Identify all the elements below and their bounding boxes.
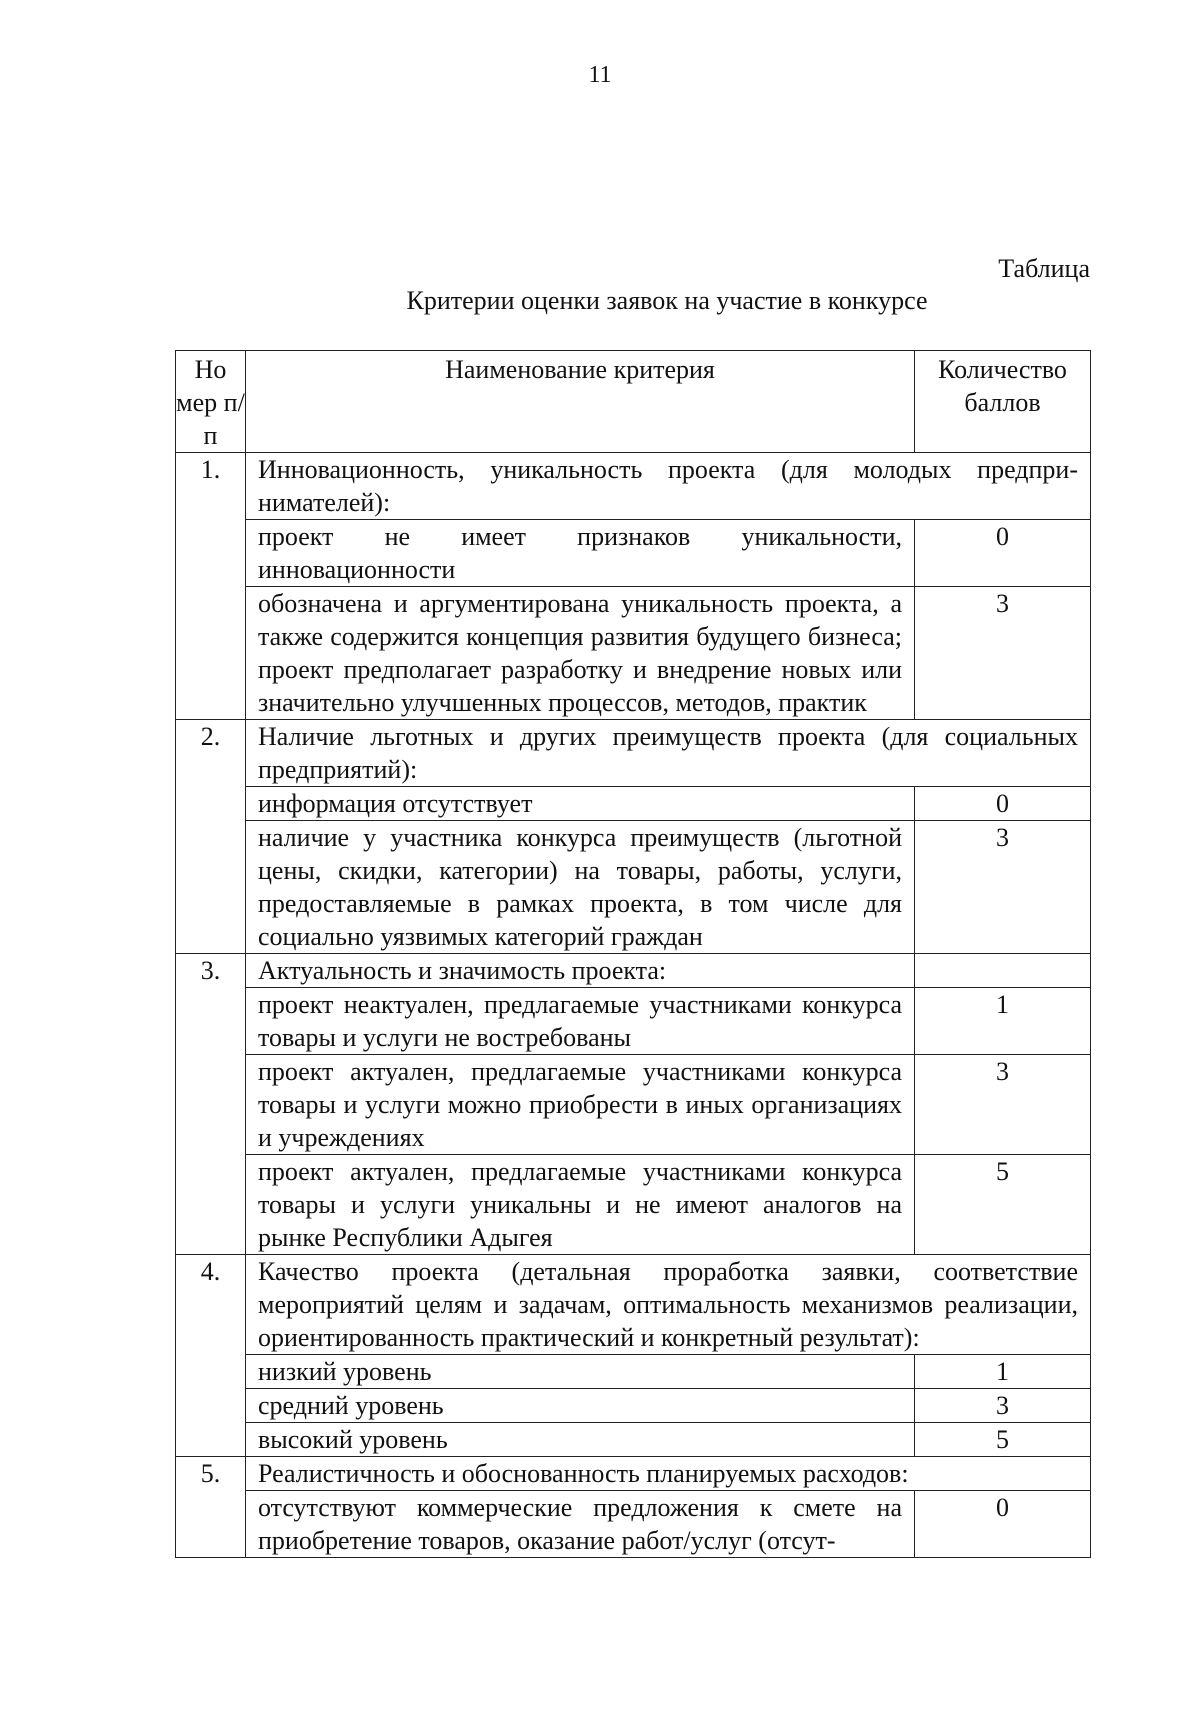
points-value: 0 xyxy=(915,787,1091,821)
column-header-number: Но мер п/п xyxy=(176,351,246,453)
row-number: 1. xyxy=(176,453,246,520)
criterion-option-row xyxy=(176,1491,1091,1558)
table-label: Таблица xyxy=(998,254,1090,283)
points-value: 3 xyxy=(915,1389,1091,1423)
table-title: Критерии оценки заявок на участие в конкурсе xyxy=(406,286,928,315)
criterion-option: наличие у участника конкурса преимуществ (льготной цены, скидки, категории) на товары, работы, услуги, предоставляемые в рамках проекта, в том числе для социально уязвимых категорий граждан xyxy=(246,821,915,954)
criterion-option: средний уровень xyxy=(246,1389,915,1423)
criterion-row xyxy=(176,1457,1091,1491)
criterion-option-row xyxy=(176,1055,1091,1155)
criteria-table xyxy=(175,350,1091,1558)
column-header-points: Количество баллов xyxy=(915,351,1091,453)
row-number: 5. xyxy=(176,1457,246,1491)
criterion-row xyxy=(176,720,1091,787)
criterion-option: проект актуален, предлагаемые участниками конкурса товары и услуги можно приобрести в иных организациях и учреждениях xyxy=(246,1055,915,1155)
criterion-row xyxy=(176,954,1091,988)
criterion-name: Реалистичность и обоснованность планируемых расходов: xyxy=(246,1457,1091,1491)
row-number: 4. xyxy=(176,1255,246,1355)
criterion-option: низкий уровень xyxy=(246,1355,915,1389)
row-number xyxy=(176,1423,246,1457)
row-number xyxy=(176,587,246,720)
row-number xyxy=(176,1389,246,1423)
criterion-option-row xyxy=(176,821,1091,954)
points-value: 0 xyxy=(915,1491,1091,1558)
row-number xyxy=(176,821,246,954)
row-number xyxy=(176,1055,246,1155)
points-value: 0 xyxy=(915,520,1091,587)
criterion-option-row xyxy=(176,1389,1091,1423)
criterion-option-row xyxy=(176,988,1091,1055)
points-value: 3 xyxy=(915,587,1091,720)
points-value: 1 xyxy=(915,1355,1091,1389)
points-value: 1 xyxy=(915,988,1091,1055)
criterion-option: высокий уровень xyxy=(246,1423,915,1457)
row-number xyxy=(176,1491,246,1558)
points-value xyxy=(915,954,1091,988)
criterion-option: проект неактуален, предлагаемые участниками конкурса товары и услуги не востребованы xyxy=(246,988,915,1055)
criterion-option-row xyxy=(176,787,1091,821)
criterion-option: проект актуален, предлагаемые участниками конкурса товары и услуги уникальны и не имеют аналогов на рынке Республики Адыгея xyxy=(246,1155,915,1255)
criterion-option-row xyxy=(176,1355,1091,1389)
row-number: 2. xyxy=(176,720,246,787)
points-value: 5 xyxy=(915,1423,1091,1457)
criterion-name: Инновационность, уникальность проекта (для молодых предпри-нимателей): xyxy=(246,453,1091,520)
row-number xyxy=(176,988,246,1055)
row-number xyxy=(176,1355,246,1389)
table-header-row xyxy=(176,351,1091,453)
points-value: 3 xyxy=(915,821,1091,954)
criterion-option: обозначена и аргументирована уникальность проекта, а также содержится концепция развития будущего бизнеса; проект предполагает разработку и внедрение новых или значительно улучшенных процессов, методов, практик xyxy=(246,587,915,720)
row-number: 3. xyxy=(176,954,246,988)
page-number: 11 xyxy=(588,62,612,88)
criterion-name: Наличие льготных и других преимуществ проекта (для социальных предприятий): xyxy=(246,720,1091,787)
criterion-name: Актуальность и значимость проекта: xyxy=(246,954,915,988)
criterion-row xyxy=(176,1255,1091,1355)
criterion-name: Качество проекта (детальная проработка заявки, соответствие мероприятий целям и задачам, оптимальность механизмов реализации, ориентированность практический и конкретный результат): xyxy=(246,1255,1091,1355)
points-value: 3 xyxy=(915,1055,1091,1155)
criterion-option: отсутствуют коммерческие предложения к смете на приобретение товаров, оказание работ/услуг (отсут- xyxy=(246,1491,915,1558)
criterion-option-row xyxy=(176,520,1091,587)
row-number xyxy=(176,1155,246,1255)
row-number xyxy=(176,520,246,587)
criterion-option-row xyxy=(176,1155,1091,1255)
criterion-option-row xyxy=(176,1423,1091,1457)
points-value: 5 xyxy=(915,1155,1091,1255)
column-header-name: Наименование критерия xyxy=(246,351,915,453)
row-number xyxy=(176,787,246,821)
criterion-option-row xyxy=(176,587,1091,720)
criterion-option: проект не имеет признаков уникальности, инновационности xyxy=(246,520,915,587)
criterion-option: информация отсутствует xyxy=(246,787,915,821)
criterion-row xyxy=(176,453,1091,520)
